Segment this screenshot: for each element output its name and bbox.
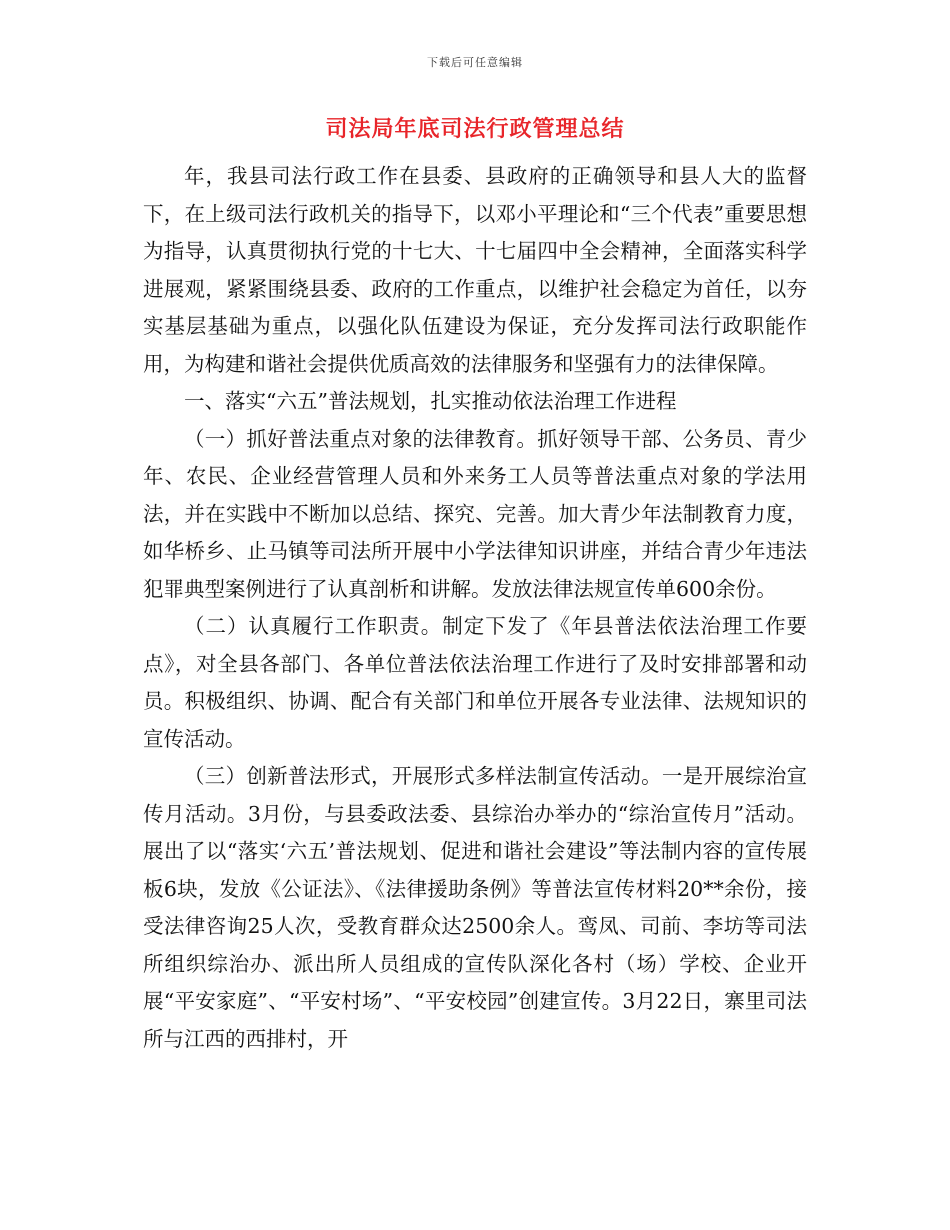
- paragraph-item-3: （三）创新普法形式，开展形式多样法制宣传活动。一是开展综治宣传月活动。3月份，与县委政法委、县综治办举办的“综治宣传月”活动。展出了以“落实‘六五’普法规划、促进和谐社会建设”等法制内容的宣传展板6块，发放《公证法》、《法律援助条例》等普法宣传材料20**余份，接受法律咨询25人次，受教育群众达2500余人。鸾凤、司前、李坊等司法所组织综治办、派出所人员组成的宣传队深化各村（场）学校、企业开展“平安家庭”、“平安村场”、“平安校园”创建宣传。3月22日，寨里司法所与江西的西排村，开: [143, 764, 807, 1051]
- paragraph-intro: 年，我县司法行政工作在县委、县政府的正确领导和县人大的监督下，在上级司法行政机关的指导下，以邓小平理论和“三个代表”重要思想为指导，认真贯彻执行党的十七大、十七届四中全会精神，全面落实科学进展观，紧紧围绕县委、政府的工作重点，以维护社会稳定为首任，以夯实基层基础为重点，以强化队伍建设为保证，充分发挥司法行政职能作用，为构建和谐社会提供优质高效的法律服务和坚强有力的法律保障。: [143, 164, 807, 376]
- paragraph-item-2: （二）认真履行工作职责。制定下发了《年县普法依法治理工作要点》，对全县各部门、各单位普法依法治理工作进行了及时安排部署和动员。积极组织、协调、配合有关部门和单位开展各专业法律、法规知识的宣传活动。: [143, 614, 807, 751]
- document-title: 司法局年底司法行政管理总结: [325, 117, 625, 142]
- header-note: 下载后可任意编辑: [427, 56, 523, 69]
- document-body: [143, 158, 807, 1058]
- section-heading-1: 一、落实“六五”普法规划，扎实推动依法治理工作进程: [184, 389, 677, 413]
- paragraph-item-1: （一）抓好普法重点对象的法律教育。抓好领导干部、公务员、青少年、农民、企业经营管理人员和外来务工人员等普法重点对象的学法用法，并在实践中不断加以总结、探究、完善。加大青少年法制教育力度，如华桥乡、止马镇等司法所开展中小学法律知识讲座，并结合青少年违法犯罪典型案例进行了认真剖析和讲解。发放法律法规宣传单600余份。: [143, 426, 807, 601]
